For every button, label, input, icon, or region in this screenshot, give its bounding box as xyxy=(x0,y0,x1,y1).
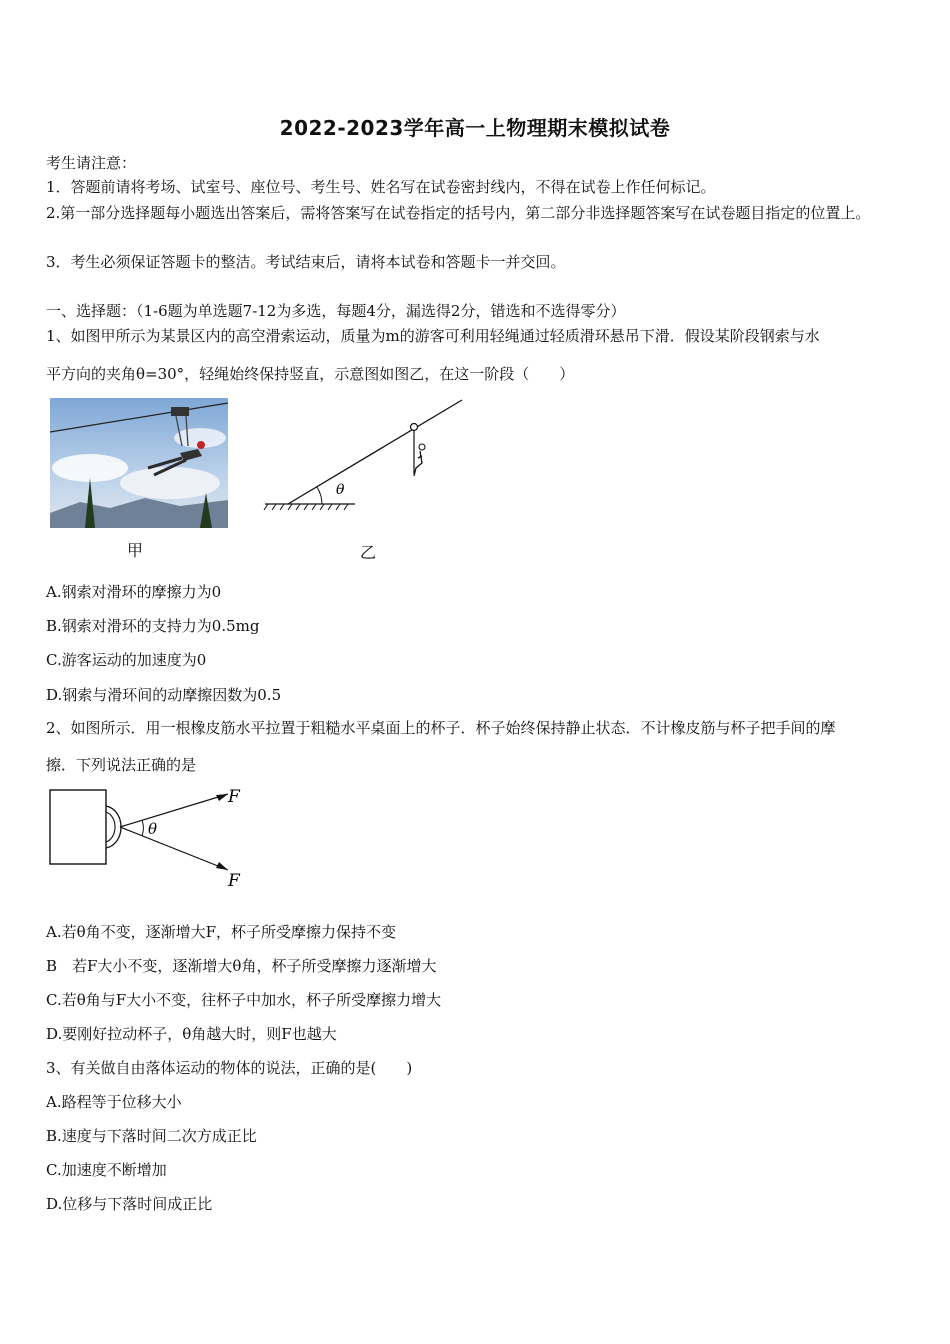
q1-option-c: C.游客运动的加速度为0 xyxy=(46,651,207,669)
q3-option-a: A.路程等于位移大小 xyxy=(46,1093,182,1111)
q3-option-d: D.位移与下落时间成正比 xyxy=(46,1195,213,1213)
q2-stem-line1: 2、如图所示．用一根橡皮筋水平拉置于粗糙水平桌面上的杯子．杯子始终保持静止状态．不计橡皮筋与杯子把手间的摩 xyxy=(46,719,836,737)
q3-option-b: B.速度与下落时间二次方成正比 xyxy=(46,1127,257,1145)
q3-option-c: C.加速度不断增加 xyxy=(46,1161,167,1179)
notice-item-3: 3．考生必须保证答题卡的整洁。考试结束后，请将本试卷和答题卡一并交回。 xyxy=(46,253,566,271)
notice-heading: 考生请注意： xyxy=(46,154,137,172)
q1-option-a: A.钢索对滑环的摩擦力为0 xyxy=(46,583,222,601)
q2-option-c: C.若θ角与F大小不变，往杯子中加水，杯子所受摩擦力增大 xyxy=(46,991,442,1009)
q2-option-b: B 若F大小不变，逐渐增大θ角，杯子所受摩擦力逐渐增大 xyxy=(46,957,437,975)
cup-force-diagram xyxy=(48,786,256,890)
notice-item-2: 2.第一部分选择题每小题选出答案后，需将答案写在试卷指定的括号内，第二部分非选择题答案写在试卷题目指定的位置上。 xyxy=(46,204,871,222)
q1-stem-line1: 1、如图甲所示为某景区内的高空滑索运动，质量为m的游客可利用轻绳通过轻质滑环悬吊下滑．假设某阶段钢索与水 xyxy=(46,327,820,345)
page-title: 2022-2023学年高一上物理期末模拟试卷 xyxy=(279,116,671,140)
q2-option-d: D.要刚好拉动杯子，θ角越大时，则F也越大 xyxy=(46,1025,337,1043)
notice-item-1: 1．答题前请将考场、试室号、座位号、考生号、姓名写在试卷密封线内，不得在试卷上作任何标记。 xyxy=(46,178,716,196)
q2-stem-line2: 擦．下列说法正确的是 xyxy=(46,756,197,774)
q1-option-d: D.钢索与滑环间的动摩擦因数为0.5 xyxy=(46,686,282,704)
force-f-top-label: F xyxy=(228,787,240,807)
q1-option-b: B.钢索对滑环的支持力为0.5mg xyxy=(46,617,260,635)
fig-label-yi: 乙 xyxy=(360,543,377,562)
section-heading: 一、选择题：（1-6题为单选题7-12为多选，每题4分，漏选得2分，错选和不选得零分） xyxy=(46,302,626,320)
fig-label-jia: 甲 xyxy=(127,541,144,560)
zipline-photo xyxy=(50,398,228,528)
q1-stem-line2: 平方向的夹角θ=30°，轻绳始终保持竖直，示意图如图乙，在这一阶段（ ） xyxy=(46,365,575,383)
q3-stem: 3、有关做自由落体运动的物体的说法，正确的是( ) xyxy=(46,1059,413,1077)
q2-option-a: A.若θ角不变，逐渐增大F，杯子所受摩擦力保持不变 xyxy=(46,923,397,941)
force-f-bottom-label: F xyxy=(228,871,240,890)
angle-theta-label: θ xyxy=(336,482,345,498)
angle-theta-label: θ xyxy=(148,820,158,838)
zipline-diagram xyxy=(260,396,466,516)
